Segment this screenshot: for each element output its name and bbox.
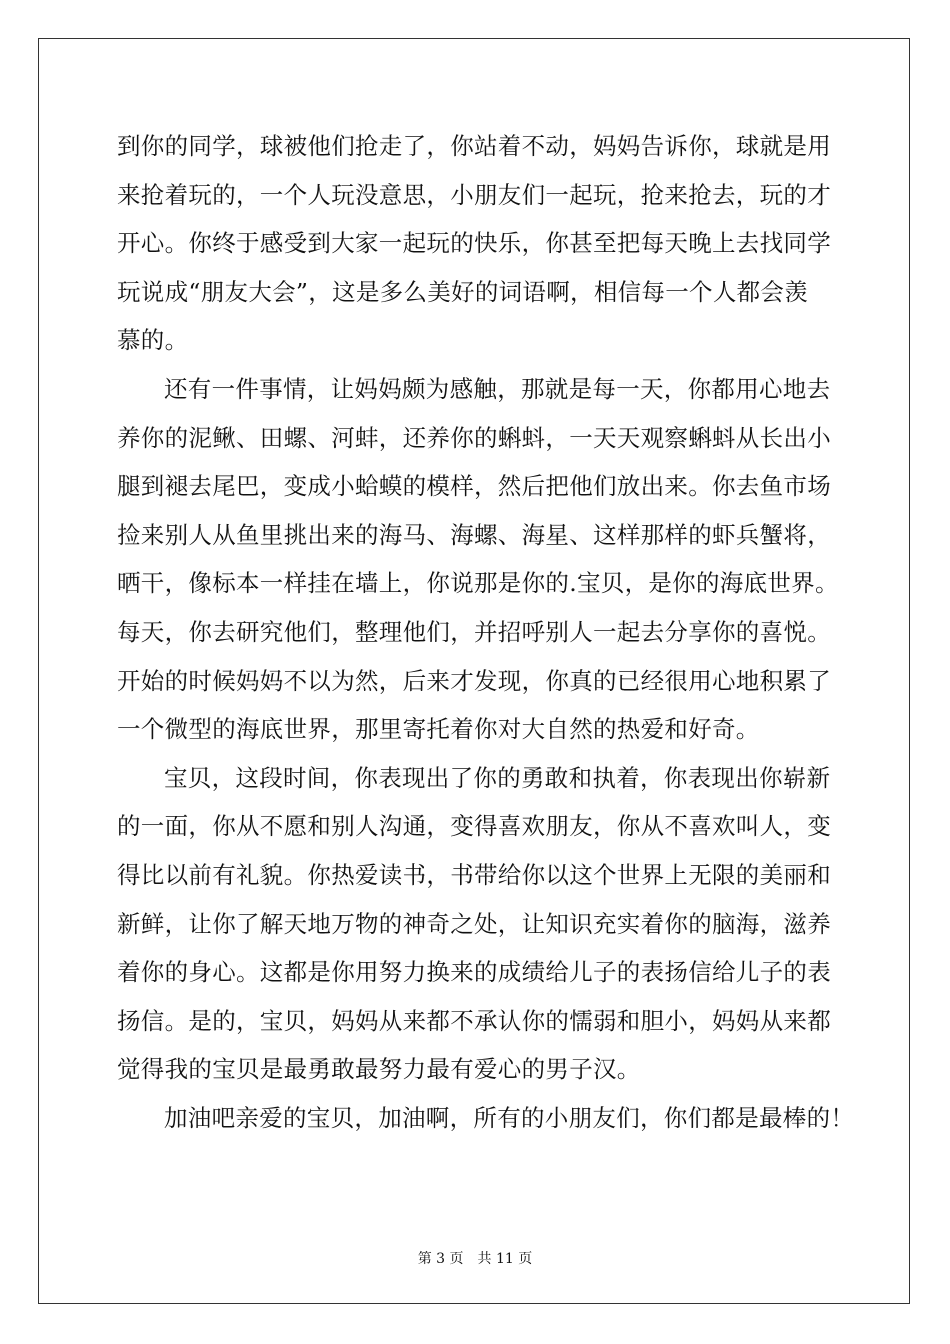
text-line: 加油吧亲爱的宝贝，加油啊，所有的小朋友们，你们都是最棒的！	[164, 1103, 855, 1132]
page-footer: 第 3 页 共 11 页	[417, 1251, 533, 1267]
text-line: 还有一件事情，让妈妈颇为感触，那就是每一天，你都用心地去	[164, 374, 831, 403]
text-line: 晒干，像标本一样挂在墙上，你说那是你的.宝贝，是你的海底世界。	[117, 569, 839, 598]
text-line: 新鲜，让你了解天地万物的神奇之处，让知识充实着你的脑海，滋养	[117, 909, 831, 938]
text-line: 养你的泥鳅、田螺、河蚌，还养你的蝌蚪，一天天观察蝌蚪从长出小	[117, 423, 831, 452]
text-line: 着你的身心。这都是你用努力换来的成绩给儿子的表扬信给儿子的表	[117, 958, 831, 987]
text-line: 觉得我的宝贝是最勇敢最努力最有爱心的男子汉。	[117, 1055, 641, 1084]
text-line: 慕的。	[117, 326, 189, 355]
text-line: 一个微型的海底世界，那里寄托着你对大自然的热爱和好奇。	[117, 715, 760, 744]
text-line: 得比以前有礼貌。你热爱读书，书带给你以这个世界上无限的美丽和	[117, 860, 831, 889]
text-line: 宝贝，这段时间，你表现出了你的勇敢和执着，你表现出你崭新	[164, 763, 831, 792]
text-line: 玩说成“朋友大会”，这是多么美好的词语啊，相信每一个人都会羡	[117, 277, 809, 306]
text-line: 开心。你终于感受到大家一起玩的快乐，你甚至把每天晚上去找同学	[117, 229, 831, 258]
text-line: 来抢着玩的，一个人玩没意思，小朋友们一起玩，抢来抢去，玩的才	[117, 180, 831, 209]
text-line: 的一面，你从不愿和别人沟通，变得喜欢朋友，你从不喜欢叫人，变	[117, 812, 831, 841]
text-line: 腿到褪去尾巴，变成小蛤蟆的模样，然后把他们放出来。你去鱼市场	[117, 472, 831, 501]
text-line: 扬信。是的，宝贝，妈妈从来都不承认你的懦弱和胆小，妈妈从来都	[117, 1006, 831, 1035]
text-line: 开始的时候妈妈不以为然，后来才发现，你真的已经很用心地积累了	[117, 666, 831, 695]
text-line: 每天，你去研究他们，整理他们，并招呼别人一起去分享你的喜悦。	[117, 617, 831, 646]
text-line: 捡来别人从鱼里挑出来的海马、海螺、海星、这样那样的虾兵蟹将，	[117, 520, 831, 549]
text-line: 到你的同学，球被他们抢走了，你站着不动，妈妈告诉你，球就是用	[117, 132, 831, 160]
document-body	[117, 122, 855, 1142]
